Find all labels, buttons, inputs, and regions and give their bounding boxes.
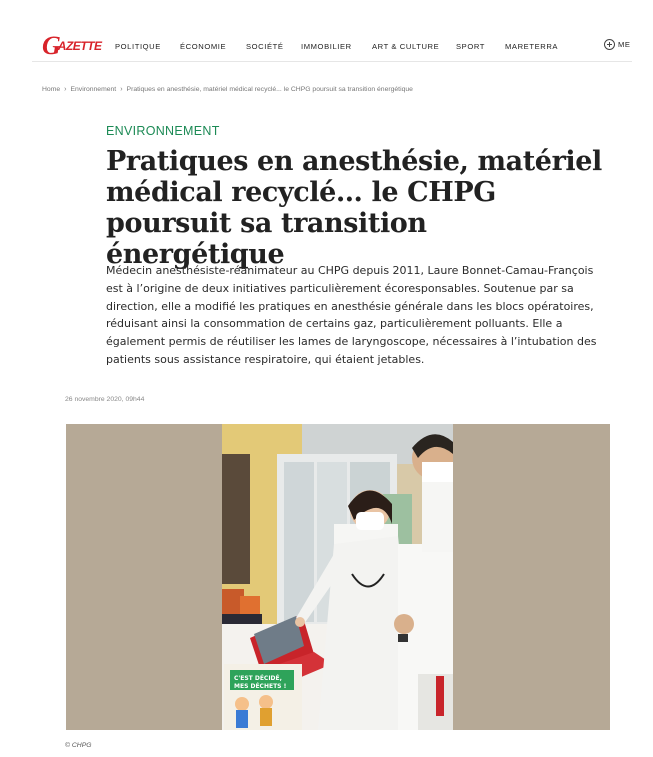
breadcrumb-separator-icon: › [64,86,67,93]
menu-label: ME [618,40,631,49]
gazette-logo[interactable] [42,31,102,60]
menu-button[interactable] [604,39,631,50]
photo-credit: © CHPG [65,742,92,749]
nav-item-sport[interactable]: SPORT [456,42,486,51]
breadcrumb-current: Pratiques en anesthésie, matériel médical recyclé... le CHPG poursuit sa transition énergétique [126,86,413,93]
poster-line-2: MES DÉCHETS ! [234,683,287,690]
nav-item-economie[interactable]: ÉCONOMIE [180,42,227,51]
poster-line-1: C'EST DÉCIDÉ, [234,675,282,682]
breadcrumb [42,86,413,93]
nav-item-immobilier[interactable]: IMMOBILIER [301,42,352,51]
nav-item-societe[interactable]: SOCIÉTÉ [246,42,284,51]
logo-text: AZETTE [57,39,102,53]
article-date: 26 novembre 2020, 09h44 [65,396,145,403]
photo-image [222,424,453,730]
breadcrumb-separator-icon: › [120,86,123,93]
main-nav [115,42,575,51]
header-divider [32,61,632,62]
article-lead: Médecin anesthésiste-réanimateur au CHPG depuis 2011, Laure Bonnet-Camau-François est à l’origine de deux initiatives particulièrement écoresponsables. Soutenue par sa direction, elle a modifié les pratiques en anesthésie générale dans les blocs opératoires, réduisant ainsi la consommation de certains gaz, particulièrement polluants. Elle a également permis de réutiliser les lames de laryngoscope, nécessaires à l’intubation des patients sous assistance respiratoire, qui étaient jetables. [106,264,597,366]
article-section[interactable]: ENVIRONNEMENT [106,124,220,138]
breadcrumb-environnement[interactable]: Environnement [70,86,117,93]
logo-initial: G [42,31,60,60]
breadcrumb-home[interactable]: Home [42,86,61,93]
article-photo [66,424,610,730]
site-header [0,0,653,62]
plus-circle-icon [604,39,615,50]
nav-item-art-culture[interactable]: ART & CULTURE [372,42,440,51]
photo-illustration [222,424,453,730]
nav-item-mareterra[interactable]: MARETERRA [505,42,559,51]
article-title: Pratiques en anesthésie, matériel médical recyclé… le CHPG poursuit sa transition énergétique [106,146,602,270]
nav-item-politique[interactable]: POLITIQUE [115,42,161,51]
